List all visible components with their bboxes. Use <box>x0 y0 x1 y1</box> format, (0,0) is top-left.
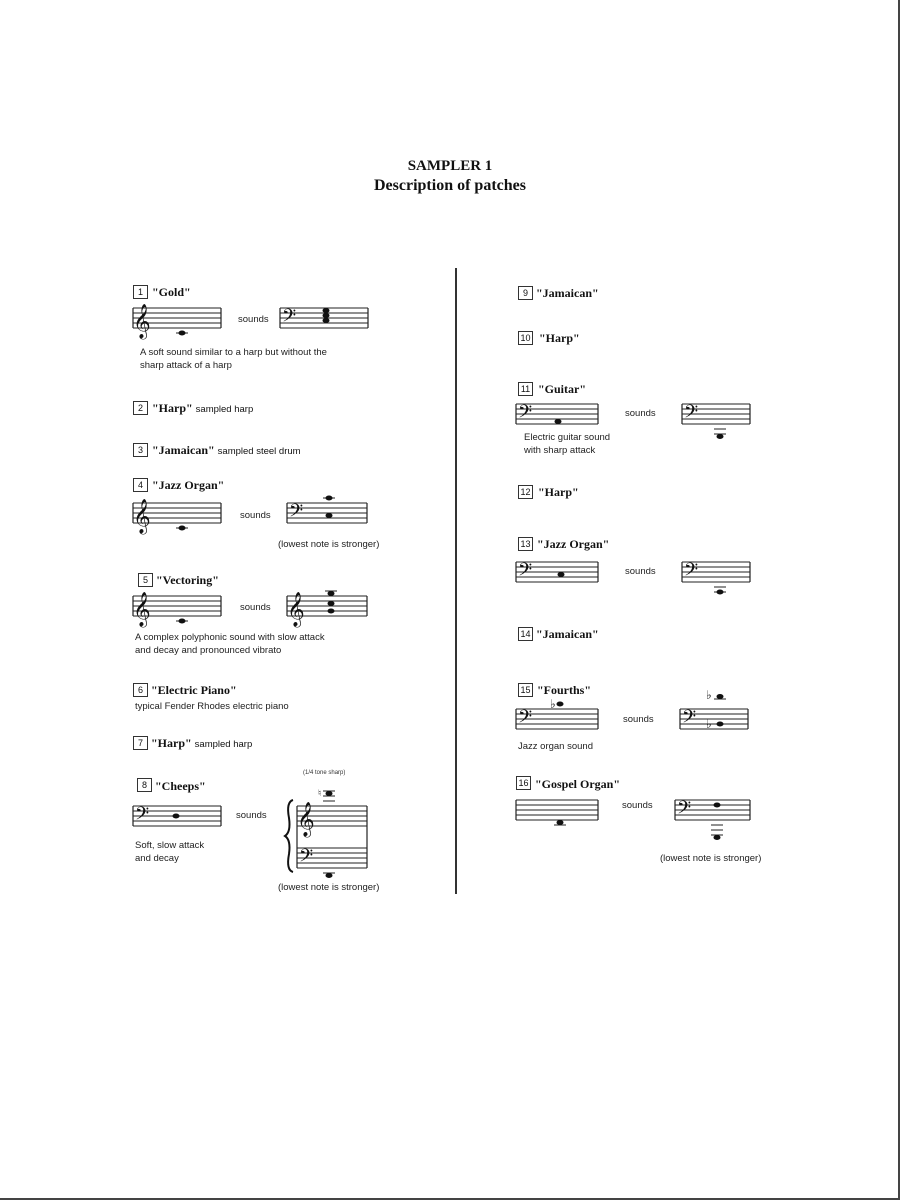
patch-description: Jazz organ sound <box>518 741 593 752</box>
svg-text:♭: ♭ <box>706 688 712 702</box>
svg-text:𝄢: 𝄢 <box>135 804 150 829</box>
svg-text:𝄢: 𝄢 <box>518 560 533 585</box>
description-line: with sharp attack <box>524 445 596 456</box>
music-staff <box>682 556 762 596</box>
svg-text:𝄢: 𝄢 <box>289 501 304 526</box>
patch-number: 3 <box>133 443 148 457</box>
description-line: A soft sound similar to a harp but without the <box>140 347 327 358</box>
patch-name: "Gospel Organ" <box>535 777 620 791</box>
patch-number: 15 <box>518 683 533 697</box>
patch-description <box>135 839 204 865</box>
patch-number: 7 <box>133 736 148 750</box>
patch-number: 8 <box>137 778 152 792</box>
svg-text:𝄞: 𝄞 <box>133 499 151 534</box>
patch-description: typical Fender Rhodes electric piano <box>135 701 289 712</box>
patch-number: 5 <box>138 573 153 587</box>
svg-text:𝄢: 𝄢 <box>518 707 533 732</box>
description-line: Electric guitar sound <box>524 432 611 443</box>
sounds-label: sounds <box>240 602 271 613</box>
patch-number: 14 <box>518 627 533 641</box>
sounds-label: sounds <box>625 408 656 419</box>
music-staff <box>133 590 223 630</box>
patch-name: "Jazz Organ" <box>537 537 610 551</box>
description-line: and decay and pronounced vibrato <box>135 645 282 656</box>
music-staff <box>287 590 377 630</box>
music-staff <box>675 794 760 849</box>
svg-text:𝄢: 𝄢 <box>299 846 314 871</box>
patch-number: 2 <box>133 401 148 415</box>
svg-text:𝄢: 𝄢 <box>684 402 699 427</box>
column-divider <box>455 268 457 894</box>
music-staff <box>516 794 606 834</box>
svg-text:𝄞: 𝄞 <box>287 592 305 627</box>
svg-text:𝄢: 𝄢 <box>518 402 533 427</box>
music-staff <box>516 556 606 596</box>
music-staff <box>287 497 377 537</box>
patch-name: "Harp" <box>538 485 579 499</box>
patch-name: "Jamaican" <box>536 627 599 641</box>
patch-name: "Vectoring" <box>156 573 219 587</box>
music-staff <box>680 688 760 743</box>
music-staff <box>133 800 223 840</box>
patch-number: 12 <box>518 485 533 499</box>
page-title: SAMPLER 1 <box>407 158 493 174</box>
patch-number: 4 <box>133 478 148 492</box>
description-line: Soft, slow attack <box>135 840 205 851</box>
svg-text:𝄢: 𝄢 <box>677 798 692 823</box>
svg-text:𝄢: 𝄢 <box>682 707 697 732</box>
sounds-label: sounds <box>625 566 656 577</box>
description-line: A complex polyphonic sound with slow attack <box>135 632 325 643</box>
patch-number: 13 <box>518 537 533 551</box>
patch-name: "Electric Piano" <box>151 683 237 697</box>
patch-number: 1 <box>133 285 148 299</box>
patch-number: 9 <box>518 286 533 300</box>
description-line: and decay <box>135 853 179 864</box>
svg-text:𝄢: 𝄢 <box>282 306 297 331</box>
patch-annotation: (1/4 tone sharp) <box>303 770 346 776</box>
sounds-label: sounds <box>622 800 653 811</box>
music-grand-staff <box>285 780 375 885</box>
sounds-label: sounds <box>236 810 267 821</box>
patch-number: 10 <box>518 331 533 345</box>
patch-footnote: (lowest note is stronger) <box>278 882 380 893</box>
patch-number: 16 <box>516 776 531 790</box>
sounds-label: sounds <box>623 714 654 725</box>
music-staff <box>280 302 370 342</box>
svg-text:𝄞: 𝄞 <box>297 802 315 837</box>
patch-footnote: (lowest note is stronger) <box>278 539 380 550</box>
patch-description <box>140 346 327 372</box>
sounds-label: sounds <box>240 510 271 521</box>
music-staff <box>133 302 223 342</box>
patch-name: "Harp" sampled harp <box>152 401 254 415</box>
patch-name: "Harp" <box>539 331 580 345</box>
svg-text:𝄞: 𝄞 <box>133 592 151 627</box>
patch-name: "Cheeps" <box>155 779 206 793</box>
patch-name: "Jazz Organ" <box>152 478 225 492</box>
patch-name: "Jamaican" <box>536 286 599 300</box>
patch-name: "Fourths" <box>537 683 591 697</box>
patch-footnote: (lowest note is stronger) <box>660 853 762 864</box>
music-staff <box>133 497 223 537</box>
patch-number: 11 <box>518 382 533 396</box>
patch-name: "Harp" sampled harp <box>151 736 253 750</box>
sounds-label: sounds <box>238 314 269 325</box>
svg-text:𝄢: 𝄢 <box>684 560 699 585</box>
patch-name: "Gold" <box>152 285 191 299</box>
music-staff <box>682 398 762 443</box>
svg-text:𝄞: 𝄞 <box>133 304 151 339</box>
svg-text:♭: ♭ <box>550 697 556 711</box>
patch-name: "Jamaican" sampled steel drum <box>152 443 301 457</box>
patch-description <box>524 431 610 457</box>
patch-name: "Guitar" <box>538 382 586 396</box>
music-staff <box>516 697 606 743</box>
svg-text:♮: ♮ <box>318 789 322 799</box>
description-line: sharp attack of a harp <box>140 360 232 371</box>
patch-description <box>135 631 325 657</box>
page-subtitle: Description of patches <box>374 177 526 194</box>
svg-text:♭: ♭ <box>706 717 712 731</box>
patch-number: 6 <box>133 683 148 697</box>
